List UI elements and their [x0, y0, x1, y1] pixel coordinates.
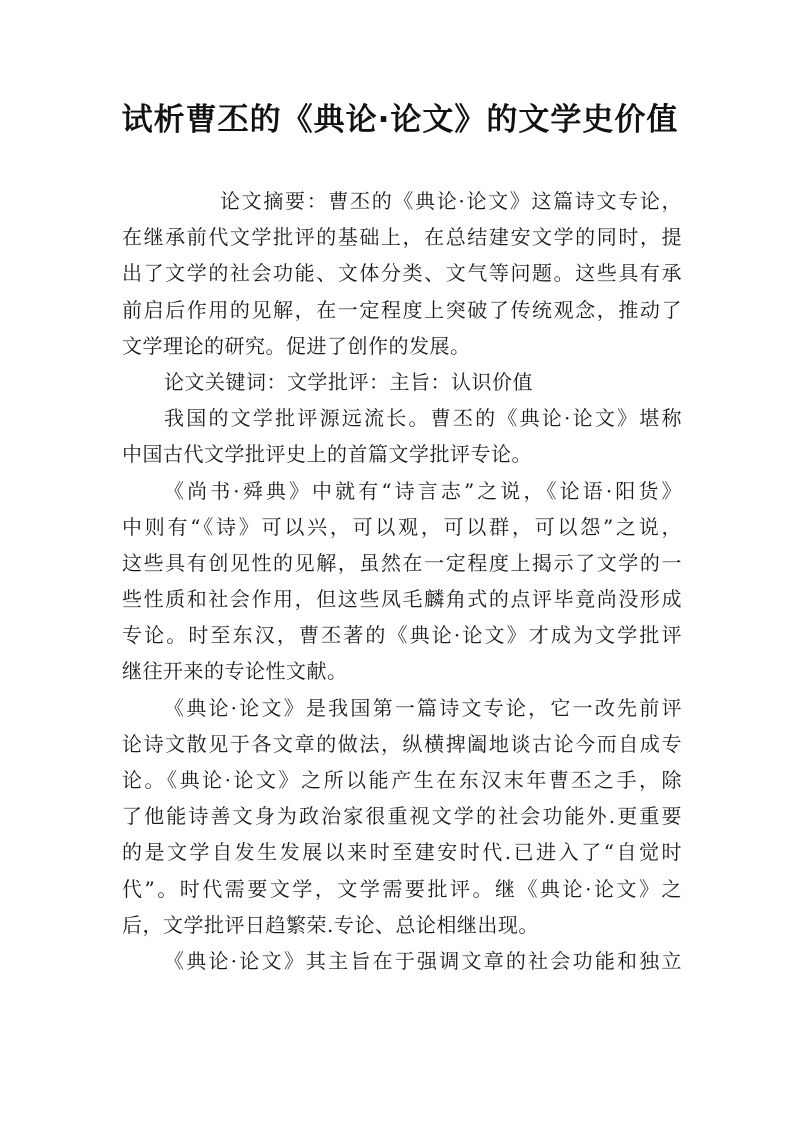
abstract-line-5: 文学理论的研究。促进了创作的发展。 — [122, 333, 471, 358]
paragraph-3-line-5: 的是文学自发生发展以来时至建安时代.已进入了“自觉时 — [122, 840, 682, 865]
paragraph-3-line-3: 论。《典论·论文》之所以能产生在东汉末年曹丕之手，除 — [122, 768, 682, 792]
document-title: 试析曹丕的《典论·论文》的文学史价值 — [121, 102, 679, 138]
paragraph-2-line-1: 《尚书·舜典》中就有“诗言志”之说，《论语·阳货》 — [164, 478, 682, 503]
paragraph-2-line-5: 专论。时至东汉，曹丕著的《典论·论文》才成为文学批评 — [122, 623, 682, 648]
paragraph-3-line-4: 了他能诗善文身为政治家很重视文学的社会功能外.更重要 — [122, 804, 682, 829]
paragraph-3-line-1: 《典论·论文》是我国第一篇诗文专论，它一改先前评 — [164, 695, 682, 720]
paragraph-2-line-3: 这些具有创见性的见解，虽然在一定程度上揭示了文学的一 — [122, 550, 682, 575]
abstract-line-3: 出了文学的社会功能、文体分类、文气等问题。这些具有承 — [122, 261, 682, 286]
paragraph-2-line-4: 些性质和社会作用，但这些凤毛麟角式的点评毕竟尚没形成 — [122, 587, 682, 612]
paragraph-1-line-1: 我国的文学批评源远流长。曹丕的《典论·论文》堪称 — [164, 406, 682, 431]
paragraph-3-line-7: 后，文学批评日趋繁荣.专论、总论相继出现。 — [122, 912, 539, 937]
document-body — [122, 183, 682, 979]
paragraph-4-line-1: 《典论·论文》其主旨在于强调文章的社会功能和独立 — [164, 948, 682, 973]
paragraph-2-line-2: 中则有“《诗》可以兴，可以观，可以群，可以怨”之说， — [122, 514, 682, 539]
keywords-line: 论文关键词：文学批评：主旨：认识价值 — [164, 369, 533, 394]
paragraph-1-line-2: 中国古代文学批评史上的首篇文学批评专论。 — [122, 442, 532, 467]
paragraph-2-line-6: 继往开来的专论性文献。 — [122, 659, 348, 684]
abstract-line-1: 论文摘要：曹丕的《典论·论文》这篇诗文专论， — [220, 189, 682, 213]
paragraph-3-line-2: 论诗文散见于各文章的做法，纵横捭阖地谈古论今而自成专 — [122, 731, 682, 756]
abstract-line-2: 在继承前代文学批评的基础上，在总结建安文学的同时，提 — [122, 225, 682, 250]
abstract-line-4: 前启后作用的见解，在一定程度上突破了传统观念，推动了 — [122, 297, 682, 322]
paragraph-3-line-6: 代”。时代需要文学，文学需要批评。继《典论·论文》之 — [122, 876, 682, 901]
